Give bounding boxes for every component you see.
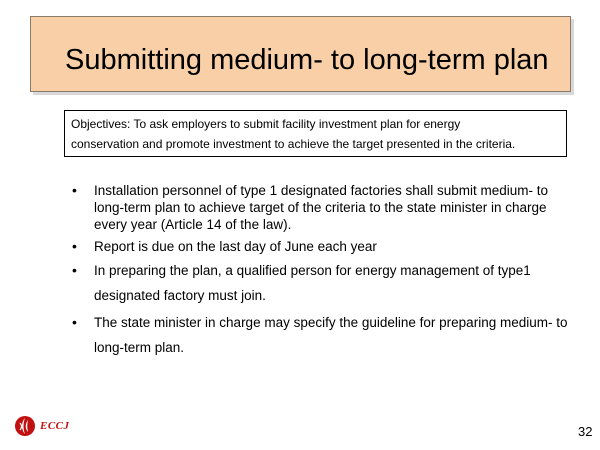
bullet-list: [68, 182, 568, 360]
bullet-item-qualified-person: • In preparing the plan, a qualified person for energy management of type1 designated factory must join.: [68, 258, 568, 308]
slide-title: Submitting medium- to long-term plan: [65, 44, 549, 76]
page-number: 32: [578, 424, 593, 439]
bullet-item-due-date: • Report is due on the last day of June each year: [68, 238, 568, 255]
objectives-line-1: Objectives: To ask employers to submit facility investment plan for energy: [71, 117, 461, 131]
bullet-item-submission: • Installation personnel of type 1 designated factories shall submit medium- to long-term plan to achieve target of the criteria to the state minister in charge every year (Article 14 of the law).: [68, 182, 568, 233]
eccj-logo: [14, 414, 70, 438]
objectives-box: [64, 110, 567, 157]
logo-text: ECCJ: [40, 420, 70, 432]
eccj-logo-icon: [14, 415, 36, 437]
objectives-line-2: conservation and promote investment to achieve the target presented in the criteria.: [71, 137, 516, 151]
title-box: [30, 16, 571, 92]
bullet-item-guideline: • The state minister in charge may specify the guideline for preparing medium- to long-term plan.: [68, 310, 568, 360]
